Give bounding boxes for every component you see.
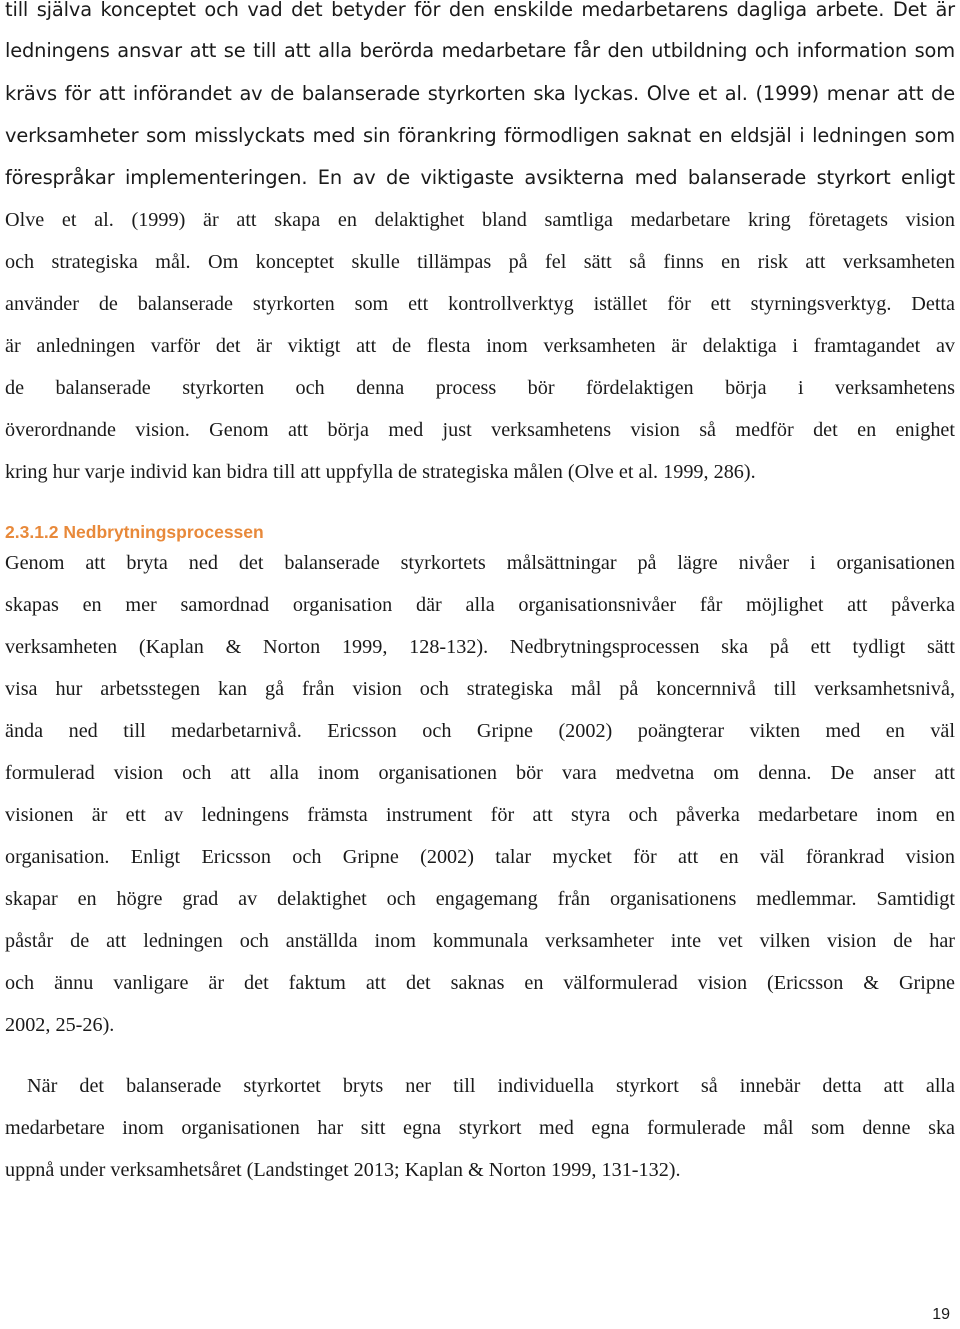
paragraph-2-line-5: ända ned till medarbetarnivå. Ericsson och Gripne (2002) poängterar vikten med en väl — [5, 720, 955, 742]
paragraph-1-line-3: krävs för att införandet av de balanserade styrkorten ska lyckas. Olve et al. (1999) menar att de — [5, 82, 955, 105]
paragraph-2-line-7: visionen är ett av ledningens främsta instrument för att styra och påverka medarbetare inom en — [5, 804, 955, 826]
paragraph-1-line-10: de balanserade styrkorten och denna process bör fördelaktigen börja i verksamhetens — [5, 377, 955, 399]
paragraph-1-line-6: Olve et al. (1999) är att skapa en delaktighet bland samtliga medarbetare kring företagets vision — [5, 209, 955, 231]
paragraph-2-line-6: formulerad vision och att alla inom organisationen bör vara medvetna om denna. De anser att — [5, 762, 955, 784]
paragraph-1-line-4: verksamheter som misslyckats med sin förankring förmodligen saknat en eldsjäl i ledningen som — [5, 124, 955, 147]
paragraph-3-line-2: medarbetare inom organisationen har sitt egna styrkort med egna formulerade mål som denne ska — [5, 1117, 955, 1139]
paragraph-1-line-2: ledningens ansvar att se till att alla berörda medarbetare får den utbildning och information som — [5, 39, 955, 62]
paragraph-1-line-8: använder de balanserade styrkorten som ett kontrollverktyg istället för ett styrningsverktyg. Detta — [5, 293, 955, 315]
paragraph-2-line-8: organisation. Enligt Ericsson och Gripne (2002) talar mycket för att en väl förankrad vision — [5, 846, 955, 868]
paragraph-1-line-1: till själva konceptet och vad det betyder för den enskilde medarbetarens dagliga arbete. Det är — [5, 0, 955, 21]
paragraph-1-line-9: är anledningen varför det är viktigt att de flesta inom verksamheten är delaktiga i framtagandet av — [5, 335, 955, 357]
paragraph-2-line-9: skapar en högre grad av delaktighet och engagemang från organisationens medlemmar. Samtidigt — [5, 888, 955, 910]
page-number: 19 — [932, 1306, 950, 1323]
paragraph-1-line-7: och strategiska mål. Om konceptet skulle tillämpas på fel sätt så finns en risk att verksamheten — [5, 251, 955, 273]
paragraph-2-line-12: 2002, 25-26). — [5, 1014, 115, 1036]
paragraph-2-line-10: påstår de att ledningen och anställda inom kommunala verksamheter inte vet vilken vision de har — [5, 930, 955, 952]
paragraph-2-line-11: och ännu vanligare är det faktum att det saknas en välformulerad vision (Ericsson & Gripne — [5, 972, 955, 994]
paragraph-1-line-11: överordnande vision. Genom att börja med just verksamhetens vision så medför det en enighet — [5, 419, 955, 441]
paragraph-3-line-1: När det balanserade styrkortet bryts ner till individuella styrkort så innebär detta att alla — [5, 1075, 955, 1097]
paragraph-1-line-5: förespråkar implementeringen. En av de viktigaste avsikterna med balanserade styrkort enligt — [5, 166, 955, 189]
paragraph-3-line-3: uppnå under verksamhetsåret (Landstinget 2013; Kaplan & Norton 1999, 131-132). — [5, 1159, 681, 1181]
document-page — [5, 0, 955, 1329]
paragraph-2-line-1: Genom att bryta ned det balanserade styrkortets målsättningar på lägre nivåer i organisationen — [5, 552, 955, 574]
paragraph-2-line-3: verksamheten (Kaplan & Norton 1999, 128-132). Nedbrytningsprocessen ska på ett tydligt sätt — [5, 636, 955, 658]
paragraph-1-line-12: kring hur varje individ kan bidra till att uppfylla de strategiska målen (Olve et al. 1999, 286). — [5, 461, 756, 483]
paragraph-2-line-2: skapas en mer samordnad organisation där alla organisationsnivåer får möjlighet att påverka — [5, 594, 955, 616]
section-heading: 2.3.1.2 Nedbrytningsprocessen — [5, 522, 264, 542]
paragraph-2-line-4: visa hur arbetsstegen kan gå från vision och strategiska mål på koncernnivå till verksamhetsnivå, — [5, 678, 955, 700]
